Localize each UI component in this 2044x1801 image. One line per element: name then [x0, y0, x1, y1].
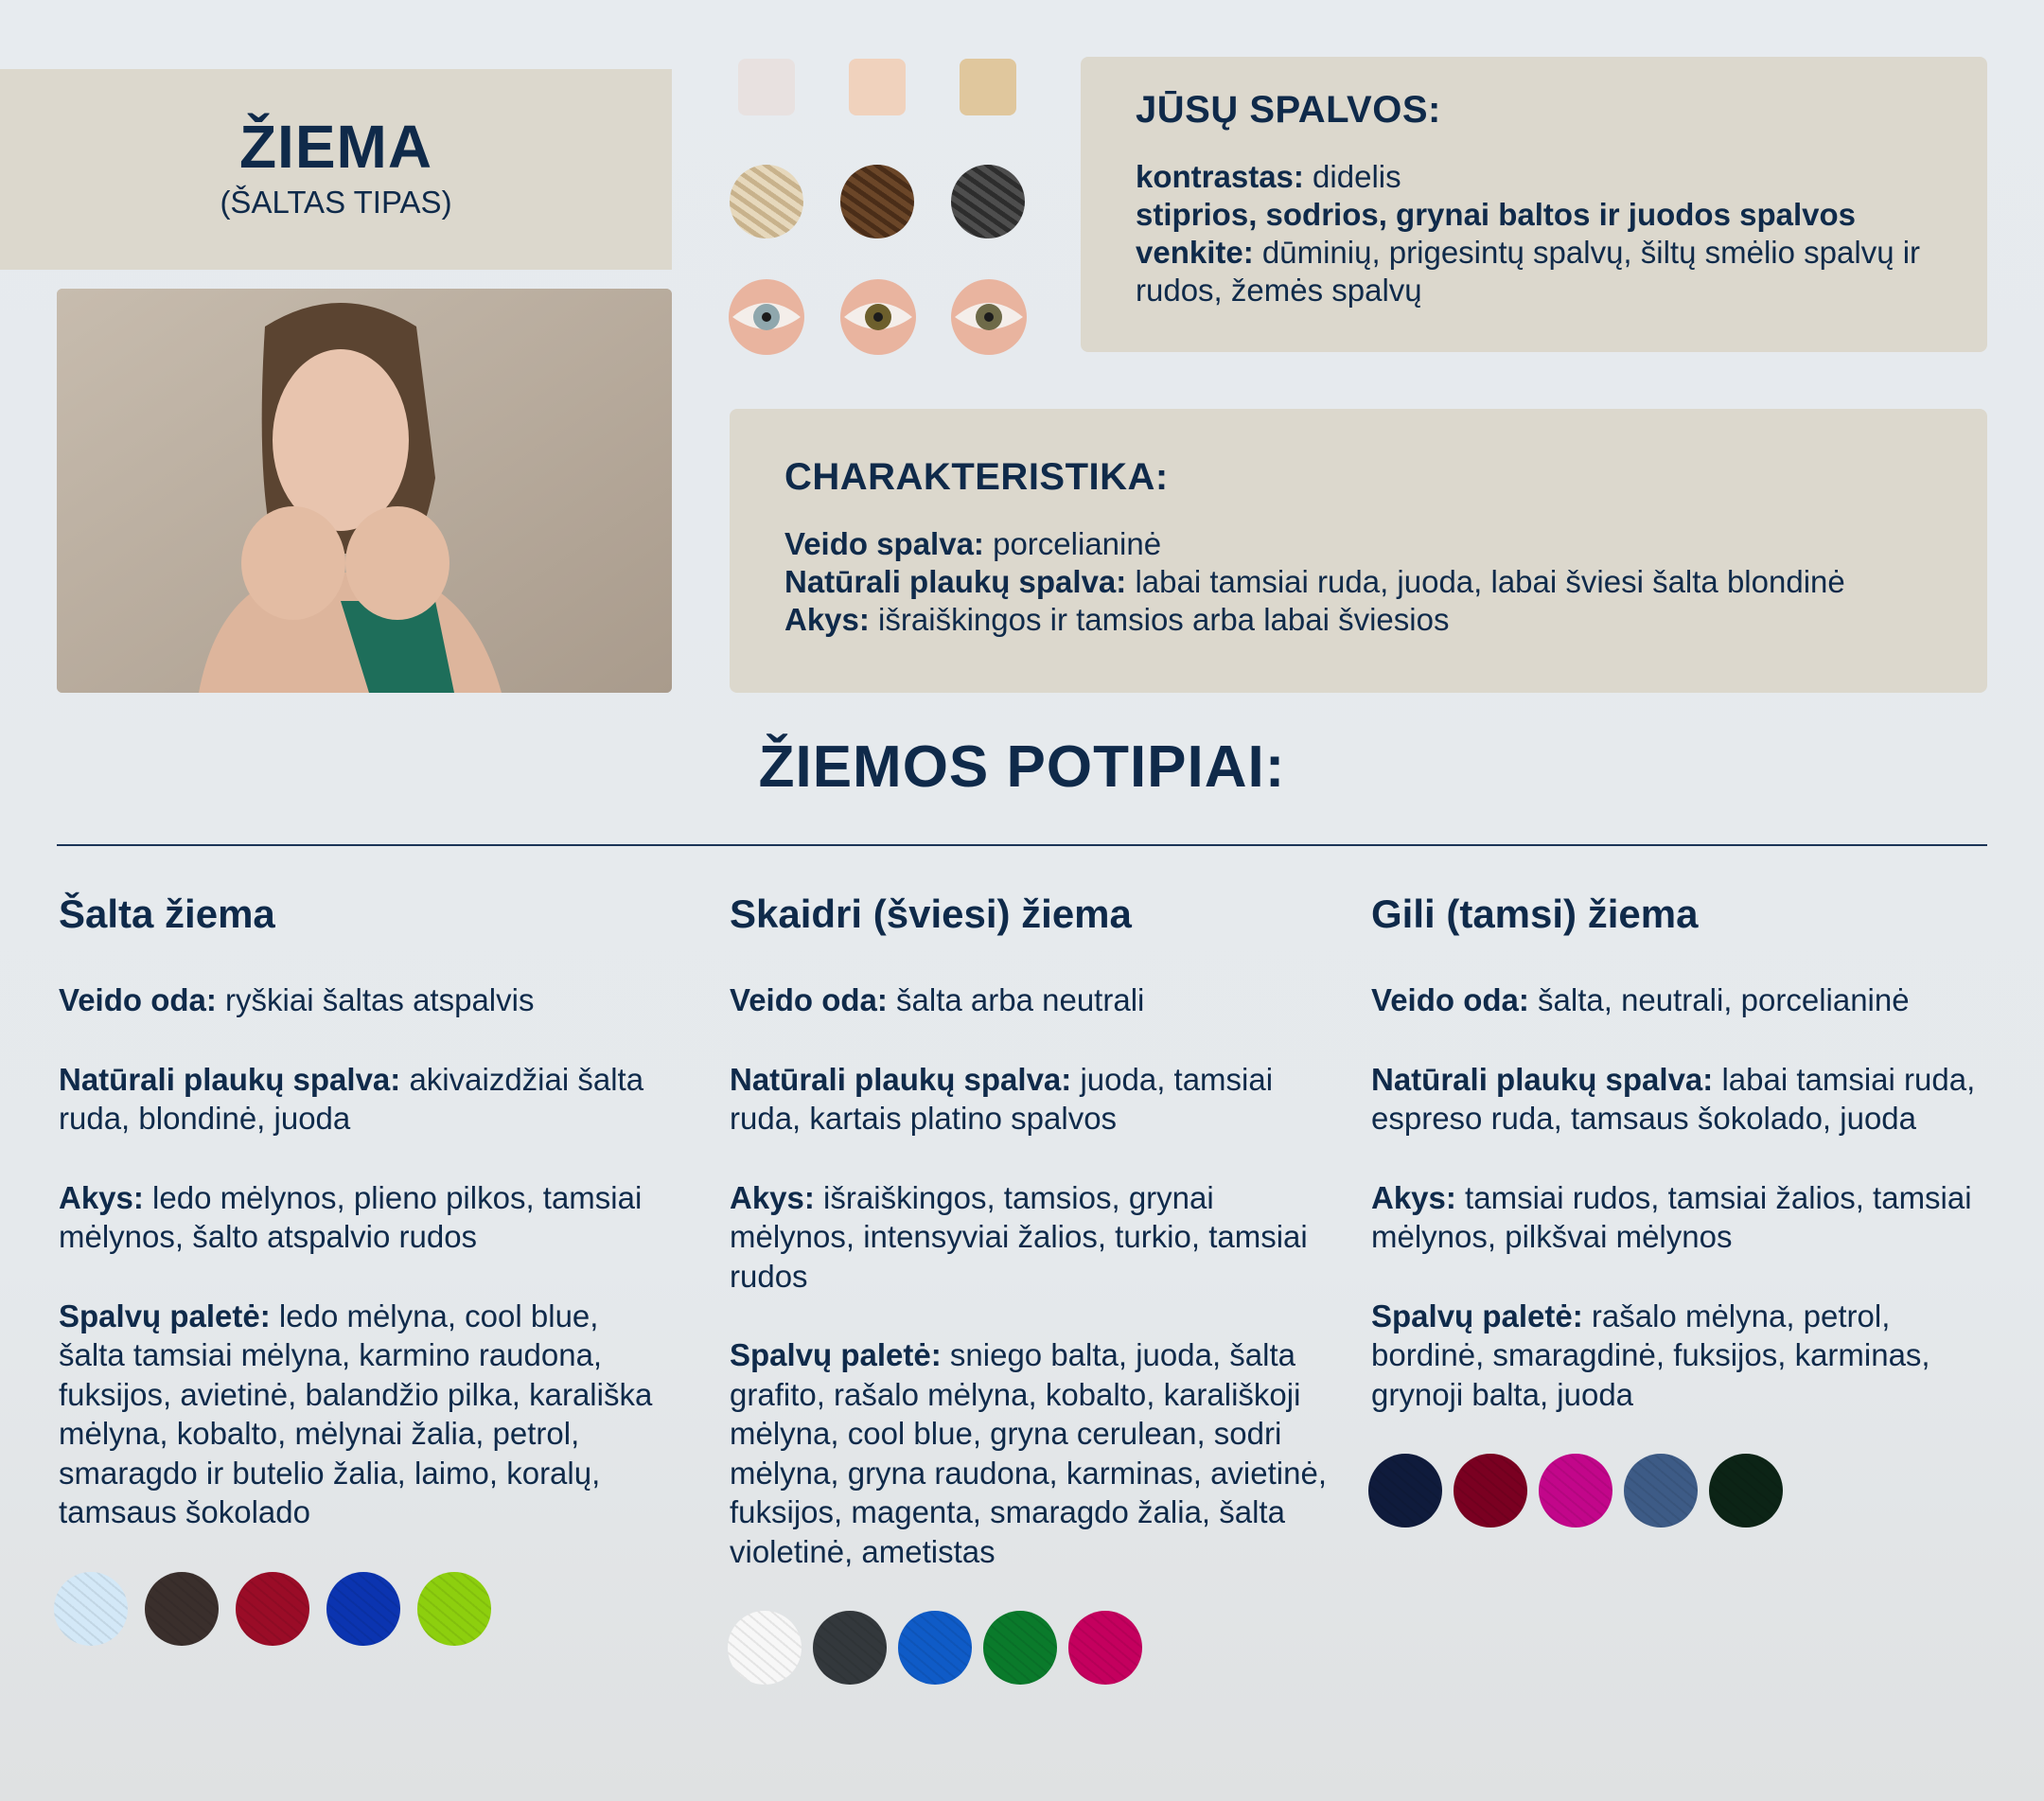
- subtype-title: Gili (tamsi) žiema: [1371, 892, 1699, 936]
- eyes-line: Akys: ledo mėlynos, plieno pilkos, tamsiai mėlynos, šalto atspalvio rudos: [59, 1179, 643, 1254]
- palette-color-dot: [145, 1572, 219, 1646]
- eye-swatch-blue: [729, 279, 804, 355]
- skin-line: Veido oda: šalta arba neutrali: [730, 982, 1145, 1017]
- palette-line: Spalvų paletė: ledo mėlyna, cool blue, šalta tamsiai mėlyna, karmino raudona, fuksijos, avietinė, balandžio pilka, karališka mėlyna, kobalto, mėlynai žalia, petrol, smaragdo ir butelio žalia, laimo, koralų, tamsaus šokolado: [59, 1298, 653, 1529]
- your-colors-heading: JŪSŲ SPALVOS:: [1136, 89, 1441, 131]
- palette-color-dot: [54, 1572, 128, 1646]
- divider: [57, 844, 1987, 846]
- hair-line: Natūrali plaukų spalva: akivaizdžiai šalta ruda, blondinė, juoda: [59, 1061, 644, 1136]
- hair-color-line: Natūrali plaukų spalva: labai tamsiai ruda, juoda, labai šviesi šalta blondinė: [784, 564, 1845, 599]
- palette-color-dot: [728, 1611, 802, 1685]
- eyes-line: Akys: tamsiai rudos, tamsiai žalios, tamsiai mėlynos, pilkšvai mėlynos: [1371, 1179, 1972, 1254]
- hair-line: Natūrali plaukų spalva: labai tamsiai ruda, espreso ruda, tamsaus šokolado, juoda: [1371, 1061, 1976, 1136]
- subtype-title: Šalta žiema: [59, 892, 275, 936]
- subtype-column-clear-winter: [730, 892, 1335, 1685]
- skin-line: Veido oda: ryškiai šaltas atspalvis: [59, 982, 535, 1017]
- avoid-line: venkite: dūminių, prigesintų spalvų, šiltų smėlio spalvų ir rudos, žemės spalvų: [1136, 235, 1921, 308]
- palette-dots: [1368, 1454, 1986, 1527]
- hair-swatch-brown: [840, 165, 914, 238]
- palette-color-dot: [326, 1572, 400, 1646]
- eye-swatch-green: [951, 279, 1027, 355]
- eyes-line: Akys: išraiškingos, tamsios, grynai mėlynos, intensyviai žalios, turkio, tamsiai rudos: [730, 1179, 1308, 1294]
- palette-color-dot: [1624, 1454, 1698, 1527]
- page-title: ŽIEMA: [238, 113, 433, 181]
- page-subtitle: (ŠALTAS TIPAS): [220, 185, 452, 220]
- contrast-line: kontrastas: didelis: [1136, 159, 1401, 194]
- title-box: [0, 69, 672, 270]
- palette-color-dot: [1368, 1454, 1442, 1527]
- palette-color-dot: [1454, 1454, 1527, 1527]
- palette-line: Spalvų paletė: rašalo mėlyna, petrol, bordinė, smaragdinė, fuksijos, karminas, grynoji balta, juoda: [1371, 1298, 1930, 1412]
- subtypes-heading: ŽIEMOS POTIPIAI:: [758, 734, 1286, 800]
- palette-line: Spalvų paletė: sniego balta, juoda, šalta grafito, rašalo mėlyna, kobalto, karališkoji mėlyna, cool blue, gryna cerulean, sodri mėlyna, gryna raudona, karminas, avietinė, fuksijos, magenta, smaragdo žalia, šalta violetinė, ametistas: [730, 1337, 1327, 1569]
- hair-swatch-blonde: [730, 165, 803, 238]
- palette-color-dot: [983, 1611, 1057, 1685]
- your-colors-box: [1081, 57, 1987, 352]
- hair-line: Natūrali plaukų spalva: juoda, tamsiai ruda, kartais platino spalvos: [730, 1061, 1274, 1136]
- face-color-line: Veido spalva: porcelianinė: [784, 526, 1162, 561]
- skin-swatch-2: [849, 59, 906, 115]
- eye-swatch-hazel: [840, 279, 916, 355]
- palette-dots: [54, 1572, 664, 1646]
- eyes-line: Akys: išraiškingos ir tamsios arba labai šviesios: [784, 602, 1450, 637]
- palette-dots: [728, 1611, 1335, 1685]
- palette-color-dot: [1709, 1454, 1783, 1527]
- skin-line: Veido oda: šalta, neutrali, porcelianinė: [1371, 982, 1910, 1017]
- model-photo: [57, 289, 672, 693]
- subtype-title: Skaidri (šviesi) žiema: [730, 892, 1132, 936]
- palette-color-dot: [1068, 1611, 1142, 1685]
- skin-swatch-3: [960, 59, 1016, 115]
- subtype-column-deep-winter: [1371, 892, 1986, 1527]
- characteristics-heading: CHARAKTERISTIKA:: [784, 456, 1169, 498]
- palette-color-dot: [236, 1572, 309, 1646]
- palette-color-dot: [417, 1572, 491, 1646]
- palette-color-dot: [1539, 1454, 1612, 1527]
- strong-colors-line: stiprios, sodrios, grynai baltos ir juodos spalvos: [1136, 197, 1856, 232]
- hair-swatch-black: [951, 165, 1025, 238]
- characteristics-box: [730, 409, 1987, 693]
- skin-swatch-1: [738, 59, 795, 115]
- subtype-column-cold-winter: [59, 892, 664, 1646]
- palette-color-dot: [813, 1611, 887, 1685]
- palette-color-dot: [898, 1611, 972, 1685]
